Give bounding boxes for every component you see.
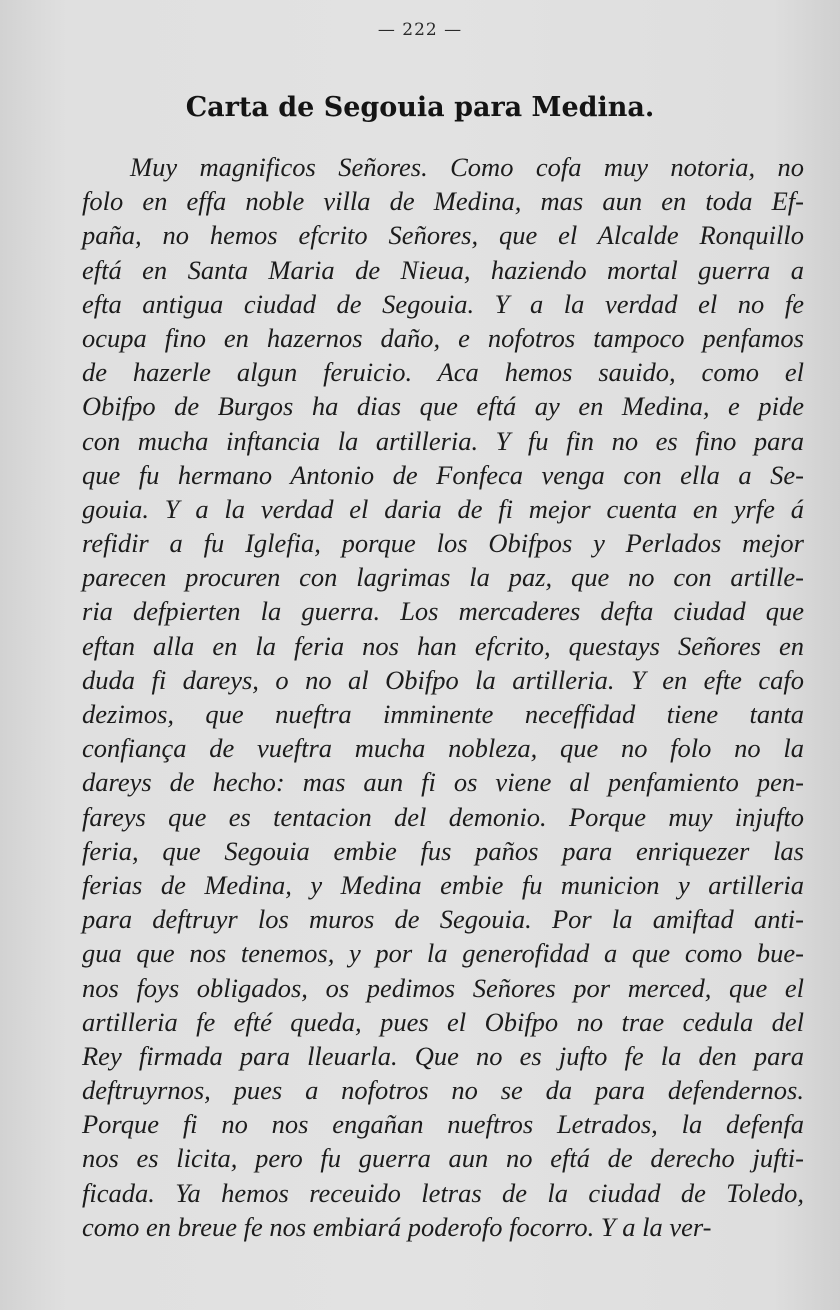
text-line: parecen procuren con lagrimas la paz, que no con artille- [82, 562, 804, 593]
text-line: que fu hermano Antonio de Fonfeca venga con ella a Se- [82, 459, 804, 490]
letter-title: Carta de Segouia para Medina. [185, 92, 655, 123]
text-line: dezimos, que nueftra imminente neceffidad tiene tanta [82, 699, 804, 729]
text-line: folo en effa noble villa de Medina, mas aun en toda Ef- [82, 186, 804, 217]
text-line: Porque fi no nos engañan nueftros Letrados, la defenfa [82, 1109, 804, 1140]
text-line: para deftruyr los muros de Segouia. Por la amiftad anti- [82, 904, 804, 935]
text-line: ria defpierten la guerra. Los mercaderes defta ciudad que [82, 596, 804, 627]
text-line: con mucha inftancia la artilleria. Y fu fin no es fino para [82, 425, 804, 456]
text-line: gua que nos tenemos, y por la generofidad a que como bue- [82, 938, 804, 969]
text-line: Obifpo de Burgos ha dias que eftá ay en Medina, e pide [82, 391, 804, 422]
text-line: eftá en Santa Maria de Nieua, haziendo mortal guerra a [82, 254, 804, 285]
text-line: efta antigua ciudad de Segouia. Y a la verdad el no fe [82, 288, 804, 319]
text-line: confiança de vueftra mucha nobleza, que no folo no la [82, 733, 804, 764]
text-line: ficada. Ya hemos receuido letras de la ciudad de Toledo, [82, 1177, 804, 1208]
text-line: de hazerle algun feruicio. Aca hemos sauido, como el [82, 357, 804, 388]
text-line: dareys de hecho: mas aun fi os viene al penfamiento pen- [82, 767, 804, 798]
letter-body [82, 150, 804, 1244]
page-number: — 222 — [377, 20, 463, 40]
text-line: Rey firmada para lleuarla. Que no es jufto fe la den para [82, 1040, 804, 1071]
text-line: deftruyrnos, pues a nofotros no se da para defendernos. [82, 1075, 804, 1106]
text-line: duda fi dareys, o no al Obifpo la artilleria. Y en efte cafo [82, 664, 804, 695]
text-line: fareys que es tentacion del demonio. Porque muy injufto [82, 801, 804, 832]
text-line: artilleria fe efté queda, pues el Obifpo no trae cedula del [82, 1006, 804, 1037]
text-line: eftan alla en la feria nos han efcrito, questays Señores en [82, 630, 804, 661]
text-line: como en breue fe nos embiará poderofo focorro. Y a la ver- [82, 1211, 712, 1242]
text-line: nos foys obligados, os pedimos Señores por merced, que el [82, 972, 804, 1003]
text-line: ocupa fino en hazernos daño, e nofotros tampoco penfamos [82, 322, 804, 353]
text-line: ferias de Medina, y Medina embie fu municion y artilleria [82, 869, 804, 900]
text-line: feria, que Segouia embie fus paños para enriquezer las [82, 835, 804, 866]
text-line: refidir a fu Iglefia, porque los Obifpos y Perlados mejor [82, 528, 804, 559]
text-line: Muy magnificos Señores. Como cofa muy notoria, no [130, 152, 804, 182]
text-line: gouia. Y a la verdad el daria de fi mejor cuenta en yrfe á [82, 493, 804, 524]
text-line: paña, no hemos efcrito Señores, que el Alcalde Ronquillo [82, 220, 804, 251]
text-line: nos es licita, pero fu guerra aun no eftá de derecho jufti- [82, 1143, 804, 1174]
